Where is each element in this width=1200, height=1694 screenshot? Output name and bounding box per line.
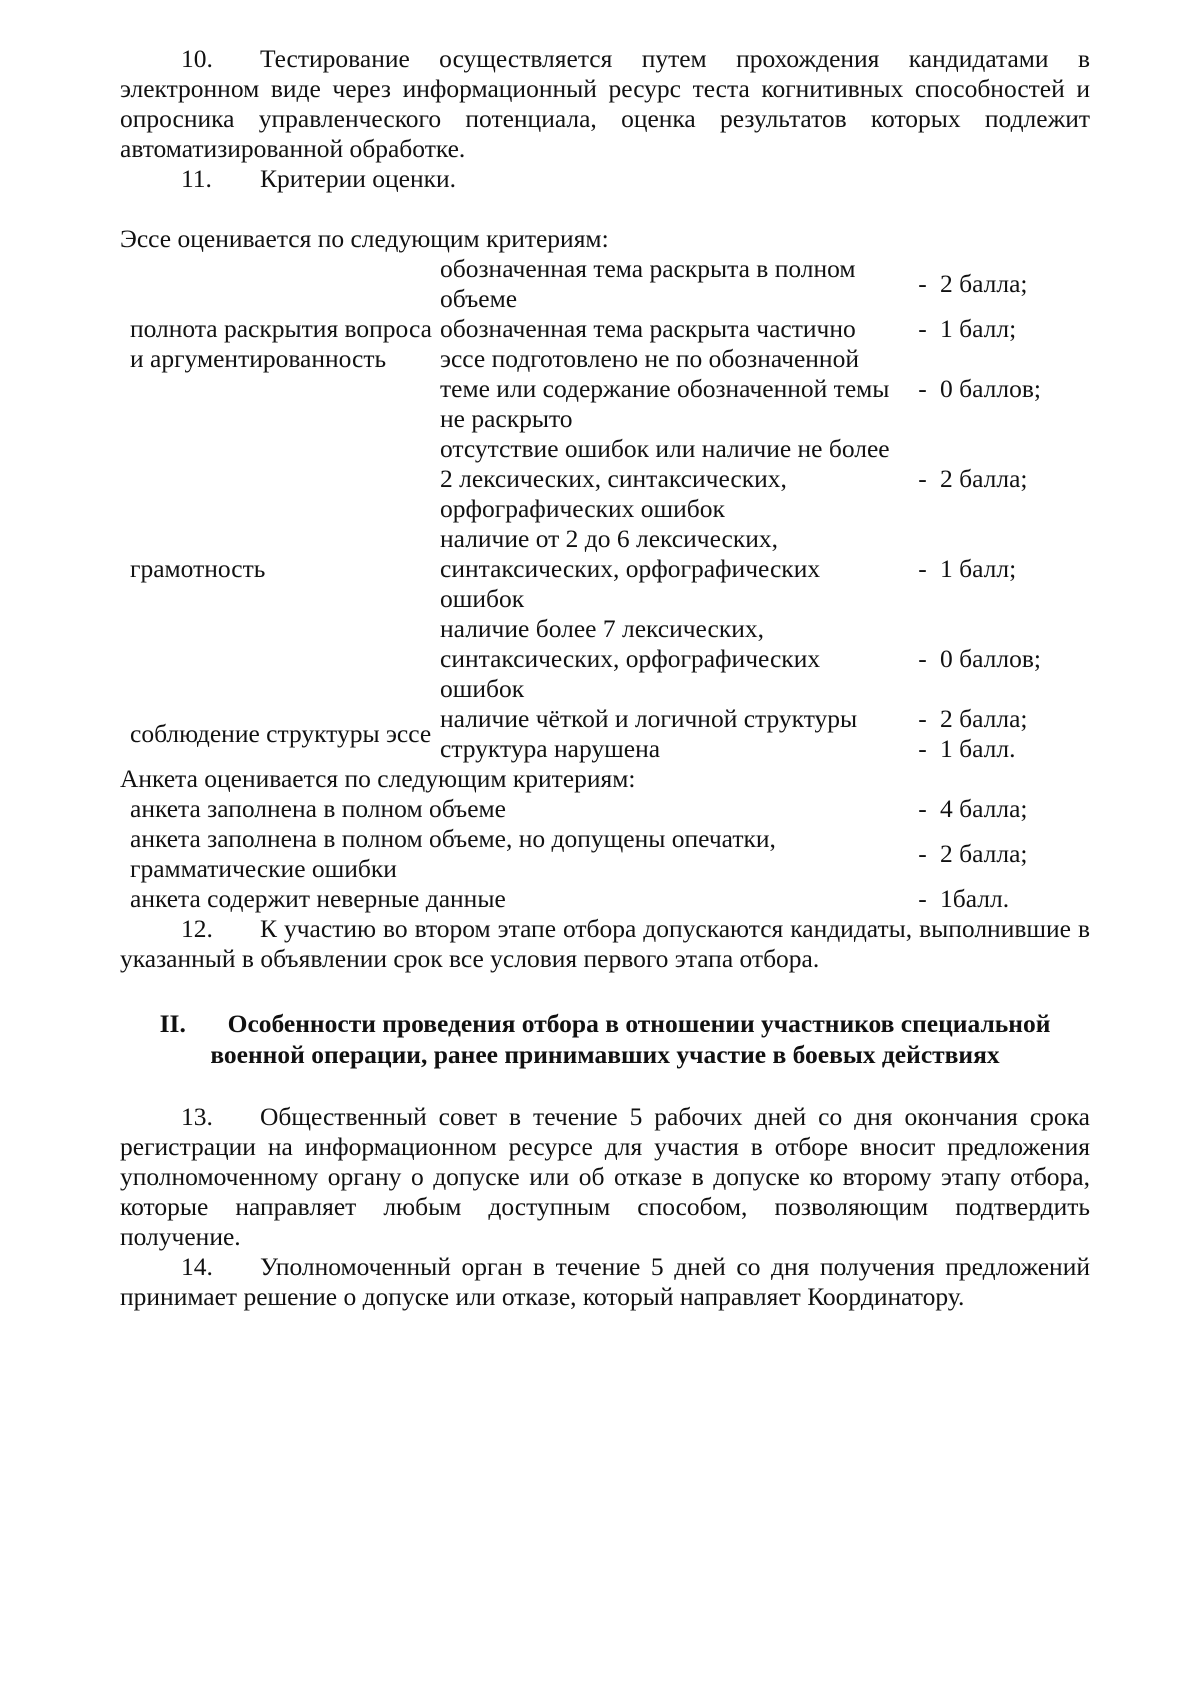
paragraph-13 [120,1102,1090,1252]
table-row [120,704,1090,734]
paragraph-text: Уполномоченный орган в течение 5 дней со дня получения предложений принимает решение о допуске или отказе, который направляет Координатору. [120,1252,1090,1311]
form-criteria-table [120,794,1090,914]
paragraph-number: 14. [181,1252,213,1281]
criterion-description: отсутствие ошибок или наличие не более 2 лексических, синтаксических, орфографических ошибок [440,434,890,523]
paragraph-text: Тестирование осуществляется путем прохождения кандидатами в электронном виде через информационный ресурс теста когнитивных способностей и опросника управленческого потенциала, оценка результатов которых подлежит автоматизированной обработке. [120,44,1090,163]
criterion-description: наличие чёткой и логичной структуры [440,704,858,733]
score: 0 баллов; [940,644,1041,673]
paragraph-10 [120,44,1090,164]
dash: - [918,269,927,298]
dash: - [918,884,927,913]
paragraph-text: Общественный совет в течение 5 рабочих дней со дня окончания срока регистрации на информационном ресурсе для участия в отборе вносит предложения уполномоченному органу о допуске или об отказе в допуске ко второму этапу отбора, которые направляет любым доступным способом, позволяющим подтвердить получение. [120,1102,1090,1251]
criterion-name: грамотность [130,554,266,583]
section-title: Особенности проведения отбора в отношении участников специальной военной операции, ранее принимавших участие в боевых действиях [210,1009,1051,1069]
score: 2 балла; [940,839,1028,868]
form-criteria-intro: Анкета оценивается по следующим критериям: [120,764,636,793]
paragraph-11 [120,164,1090,194]
paragraph-number: 13. [181,1102,213,1131]
paragraph-14 [120,1252,1090,1312]
dash: - [918,794,927,823]
section-heading [120,1008,1090,1070]
dash: - [918,704,927,733]
essay-criteria-intro: Эссе оценивается по следующим критериям: [120,224,609,253]
table-row [120,824,1090,884]
form-criterion: анкета заполнена в полном объеме, но допущены опечатки, грамматические ошибки [130,824,776,883]
score: 2 балла; [940,464,1028,493]
table-row [120,884,1090,914]
dash: - [918,374,927,403]
score: 1балл. [940,884,1010,913]
table-row [120,434,1090,524]
criterion-name: соблюдение структуры эссе [130,719,432,748]
score: 4 балла; [940,794,1028,823]
dash: - [918,839,927,868]
document-page [120,44,1090,1312]
criterion-description: наличие более 7 лексических, синтаксических, орфографических ошибок [440,614,821,703]
paragraph-text: К участию во втором этапе отбора допускаются кандидаты, выполнившие в указанный в объявлении срок все условия первого этапа отбора. [120,914,1090,973]
criterion-description: эссе подготовлено не по обозначенной теме или содержание обозначенной темы не раскрыто [440,344,890,433]
criterion-description: наличие от 2 до 6 лексических, синтаксических, орфографических ошибок [440,524,821,613]
criterion-description: структура нарушена [440,734,661,763]
section-number: II. [159,1009,186,1038]
score: 1 балл. [940,734,1016,763]
criterion-description: обозначенная тема раскрыта в полном объеме [440,254,856,313]
paragraph-number: 11. [181,164,212,193]
form-criterion: анкета содержит неверные данные [130,884,506,913]
criterion-description: обозначенная тема раскрыта частично [440,314,856,343]
dash: - [918,554,927,583]
table-row [120,794,1090,824]
dash: - [918,734,927,763]
score: 2 балла; [940,269,1028,298]
paragraph-12 [120,914,1090,974]
score: 1 балл; [940,554,1017,583]
dash: - [918,314,927,343]
essay-criteria-table [120,254,1090,764]
form-criterion: анкета заполнена в полном объеме [130,794,507,823]
score: 2 балла; [940,704,1028,733]
paragraph-number: 10. [181,44,213,73]
paragraph-text: Критерии оценки. [260,164,457,193]
dash: - [918,644,927,673]
table-row [120,254,1090,314]
paragraph-number: 12. [181,914,213,943]
criterion-name: полнота раскрытия вопроса и аргументированность [130,314,432,373]
score: 1 балл; [940,314,1017,343]
spacer [120,194,1090,224]
dash: - [918,464,927,493]
score: 0 баллов; [940,374,1041,403]
